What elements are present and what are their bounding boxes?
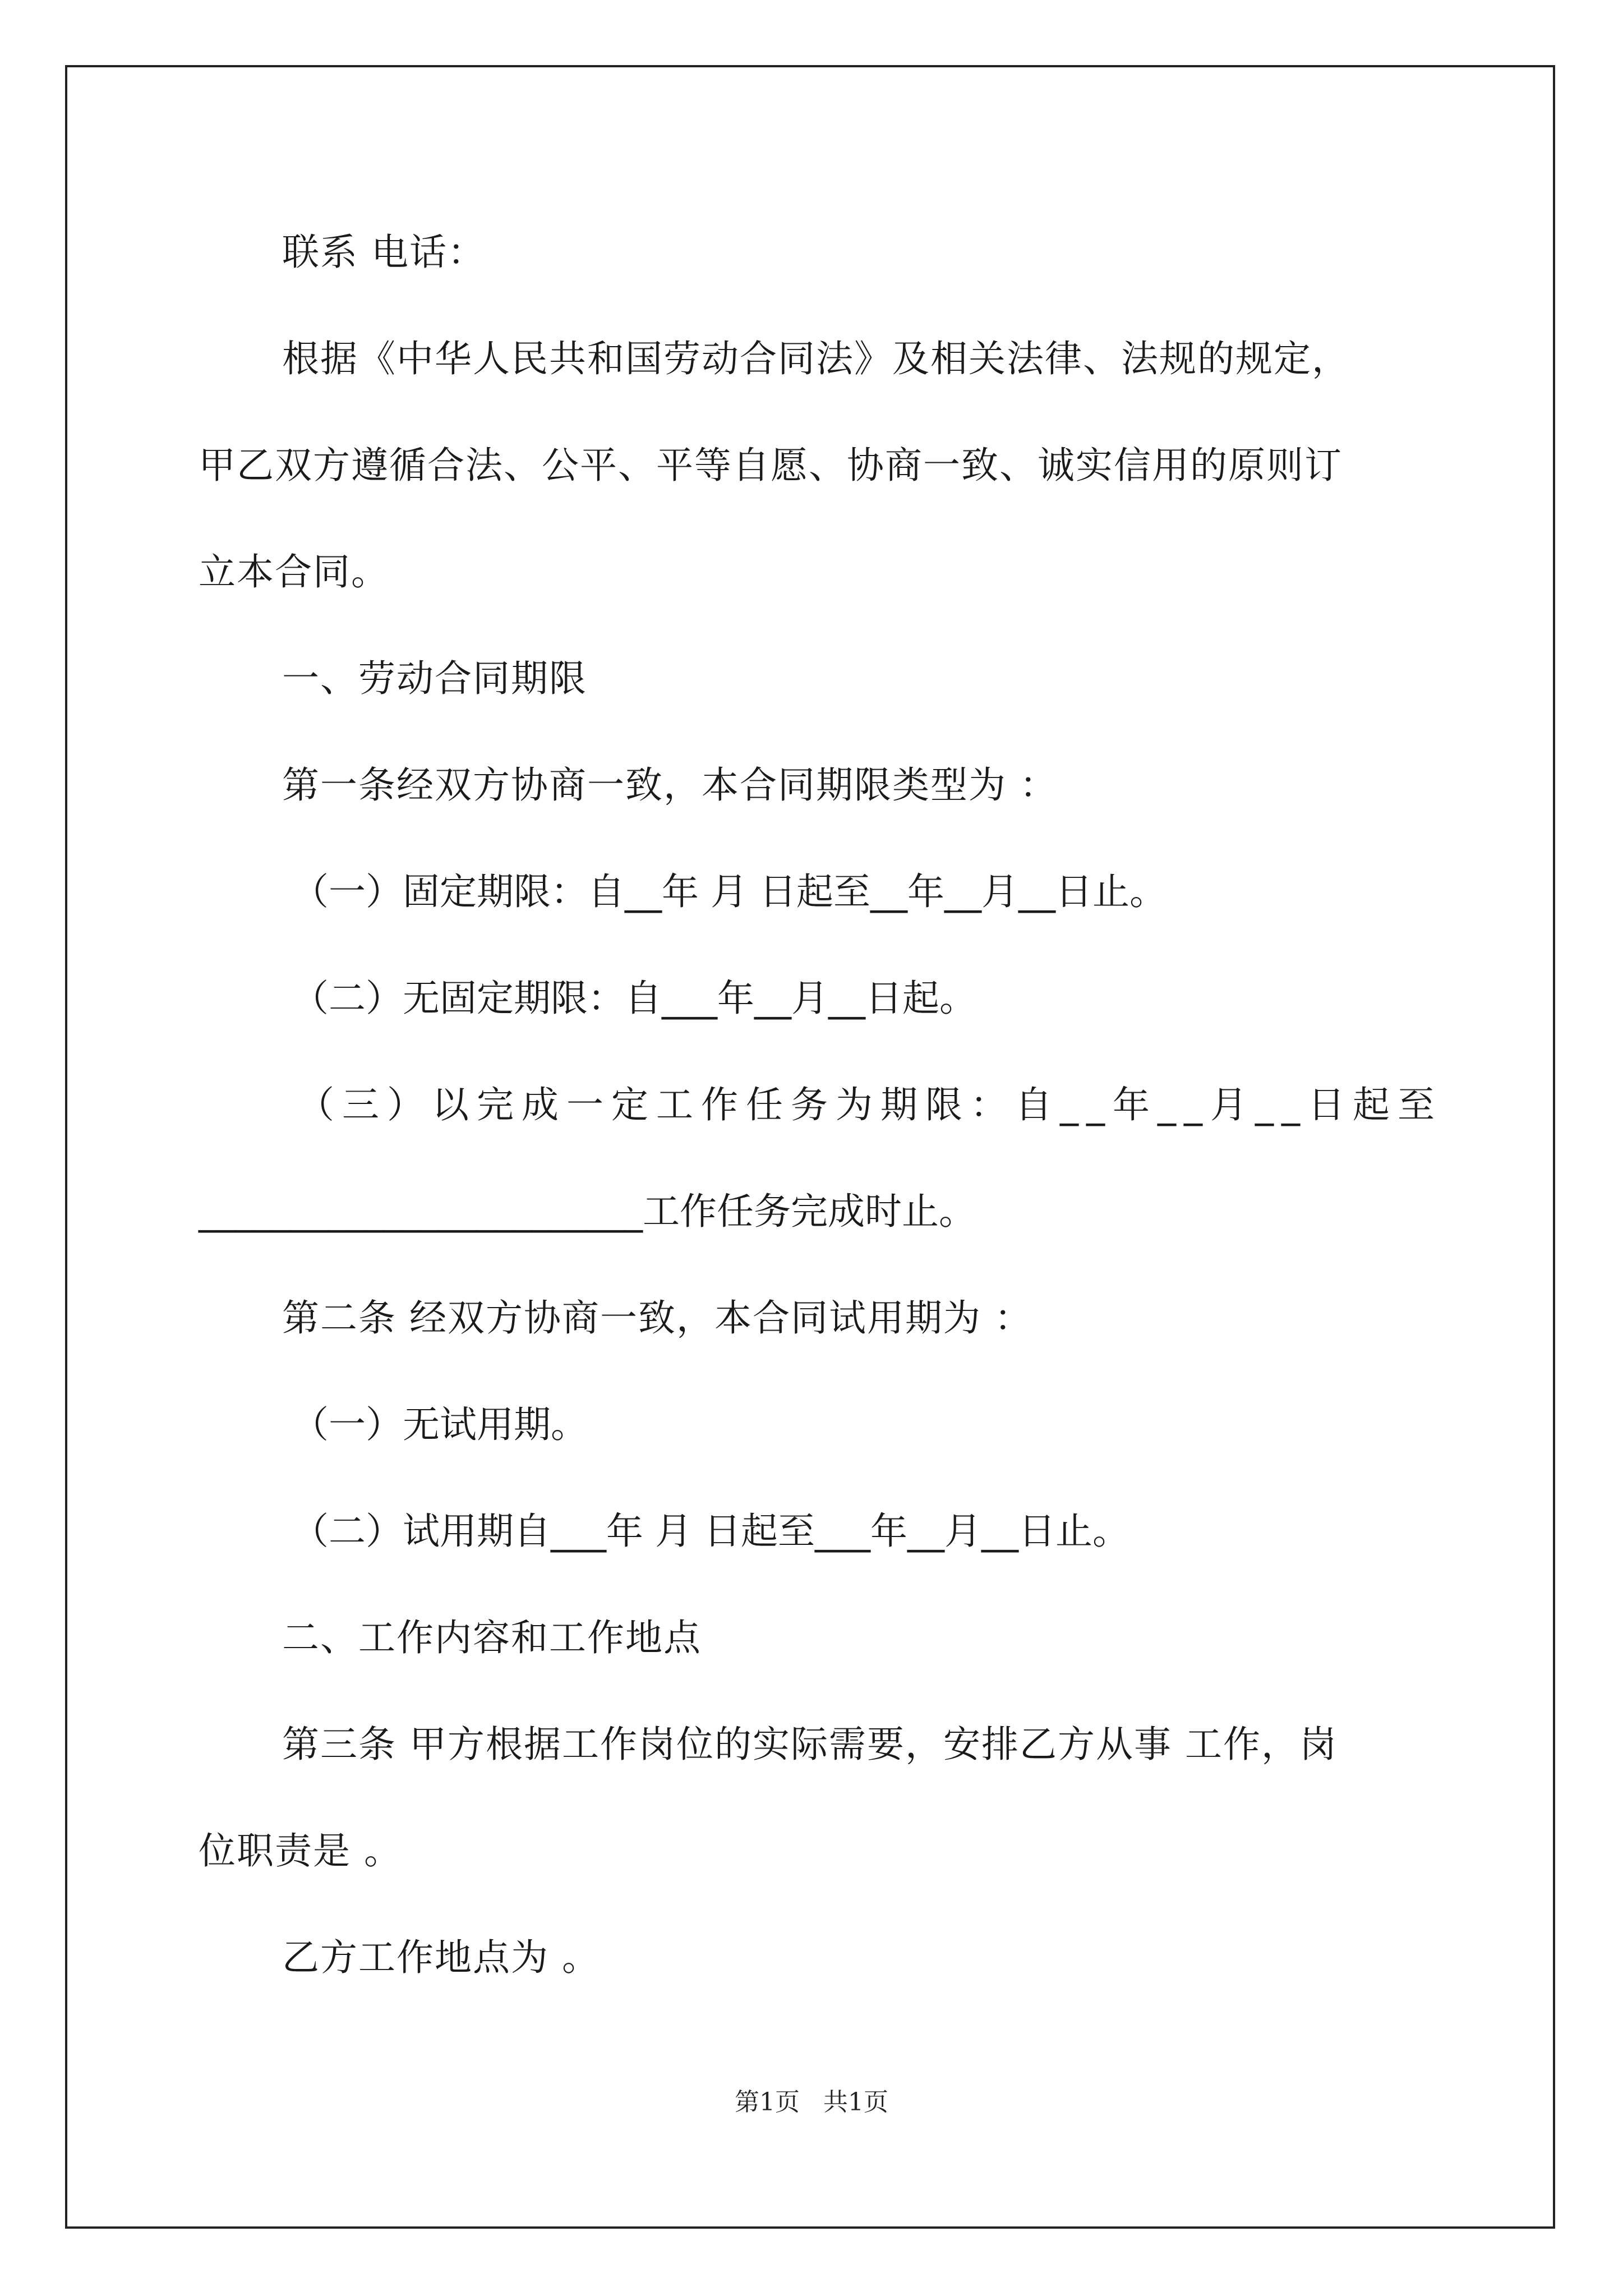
article-three: 第三条 甲方根据工作岗位的实际需要，安排乙方从事 工作，岗 [282,1723,1338,1766]
paragraph-conclusion: 立本合同。 [199,550,389,593]
section-heading-work: 二、工作内容和工作地点 [282,1616,702,1659]
option-fixed-term: （一）固定期限：自__年 月 日起至__年__月__日止。 [292,870,1166,913]
option-probation-period: （二）试用期自___年 月 日起至___年__月__日止。 [292,1510,1129,1553]
page-border [65,65,1555,2229]
paragraph-principles: 甲乙双方遵循合法、公平、平等自愿、协商一致、诚实信用的原则订 [199,444,1343,487]
option-task-based: （三）以完成一定工作任务为期限：自__年__月__日起至 [297,1083,1442,1126]
option-no-probation: （一）无试用期。 [292,1403,588,1446]
job-duties-line: 位职责是 。 [199,1829,402,1872]
article-two: 第二条 经双方协商一致，本合同试用期为 ： [282,1296,1032,1340]
section-heading-term: 一、劳动合同期限 [282,657,587,700]
contact-phone-line: 联系 电话： [282,231,486,274]
page-number-footer: 第1页 共1页 [735,2088,888,2116]
task-completion-line: ________________________工作任务完成时止。 [199,1190,976,1233]
work-location-line: 乙方工作地点为 。 [282,1936,600,1979]
article-one: 第一条经双方协商一致，本合同期限类型为 ： [282,763,1058,807]
paragraph-legal-basis: 根据《中华人民共和国劳动合同法》及相关法律、法规的规定， [282,337,1350,380]
option-open-ended: （二）无固定期限：自___年__月__日起。 [292,977,976,1020]
